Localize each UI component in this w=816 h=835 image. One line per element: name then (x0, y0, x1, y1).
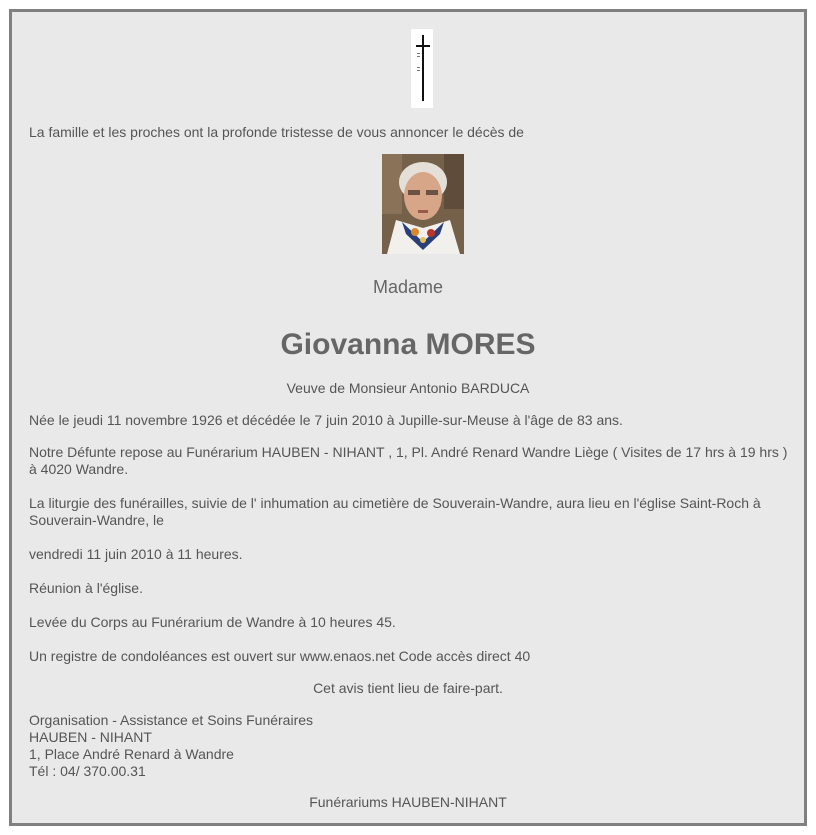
honorific: Madame (372, 277, 444, 297)
intro-text: La famille et les proches ont la profonde tristesse de vous annoncer le décès de (29, 124, 524, 140)
organisation-block (29, 712, 313, 780)
faire-part-note: Cet avis tient lieu de faire-part. (313, 680, 503, 696)
registry-paragraph: Un registre de condoléances est ouvert sur www.enaos.net Code accès direct 40 (29, 648, 531, 664)
reunion-paragraph: Réunion à l'église. (29, 580, 143, 596)
notice-frame (9, 9, 807, 826)
repose-paragraph: Notre Défunte repose au Funérarium HAUBEN - NIHANT , 1, Pl. André Renard Wandre Liège ( Visites de 17 hrs à 19 hrs ) à 4020 Wandre. (29, 444, 788, 477)
birth-death-paragraph: Née le jeudi 11 novembre 1926 et décédée le 7 juin 2010 à Jupille-sur-Meuse à l'âge de 83 ans. (29, 412, 623, 428)
levee-paragraph: Levée du Corps au Funérarium de Wandre à 10 heures 45. (29, 614, 396, 630)
funeral-date: vendredi 11 juin 2010 à 11 heures. (29, 546, 243, 562)
cross-icon (411, 29, 433, 108)
widow-line: Veuve de Monsieur Antonio BARDUCA (286, 380, 530, 396)
deceased-name: Giovanna MORES (280, 328, 536, 361)
footer-signature: Funérariums HAUBEN-NIHANT (309, 794, 507, 810)
organisation-title: Organisation - Assistance et Soins Funéraires (29, 712, 314, 728)
notice-content (27, 12, 789, 823)
liturgy-paragraph: La liturgie des funérailles, suivie de l' inhumation au cimetière de Souverain-Wandre, aura lieu en l'église Saint-Roch à Souverain-Wandre, le (29, 495, 761, 528)
organisation-phone: Tél : 04/ 370.00.31 (29, 763, 146, 779)
portrait-photo (382, 154, 464, 254)
organisation-address: 1, Place André Renard à Wandre (29, 746, 234, 762)
organisation-name: HAUBEN - NIHANT (29, 729, 152, 745)
